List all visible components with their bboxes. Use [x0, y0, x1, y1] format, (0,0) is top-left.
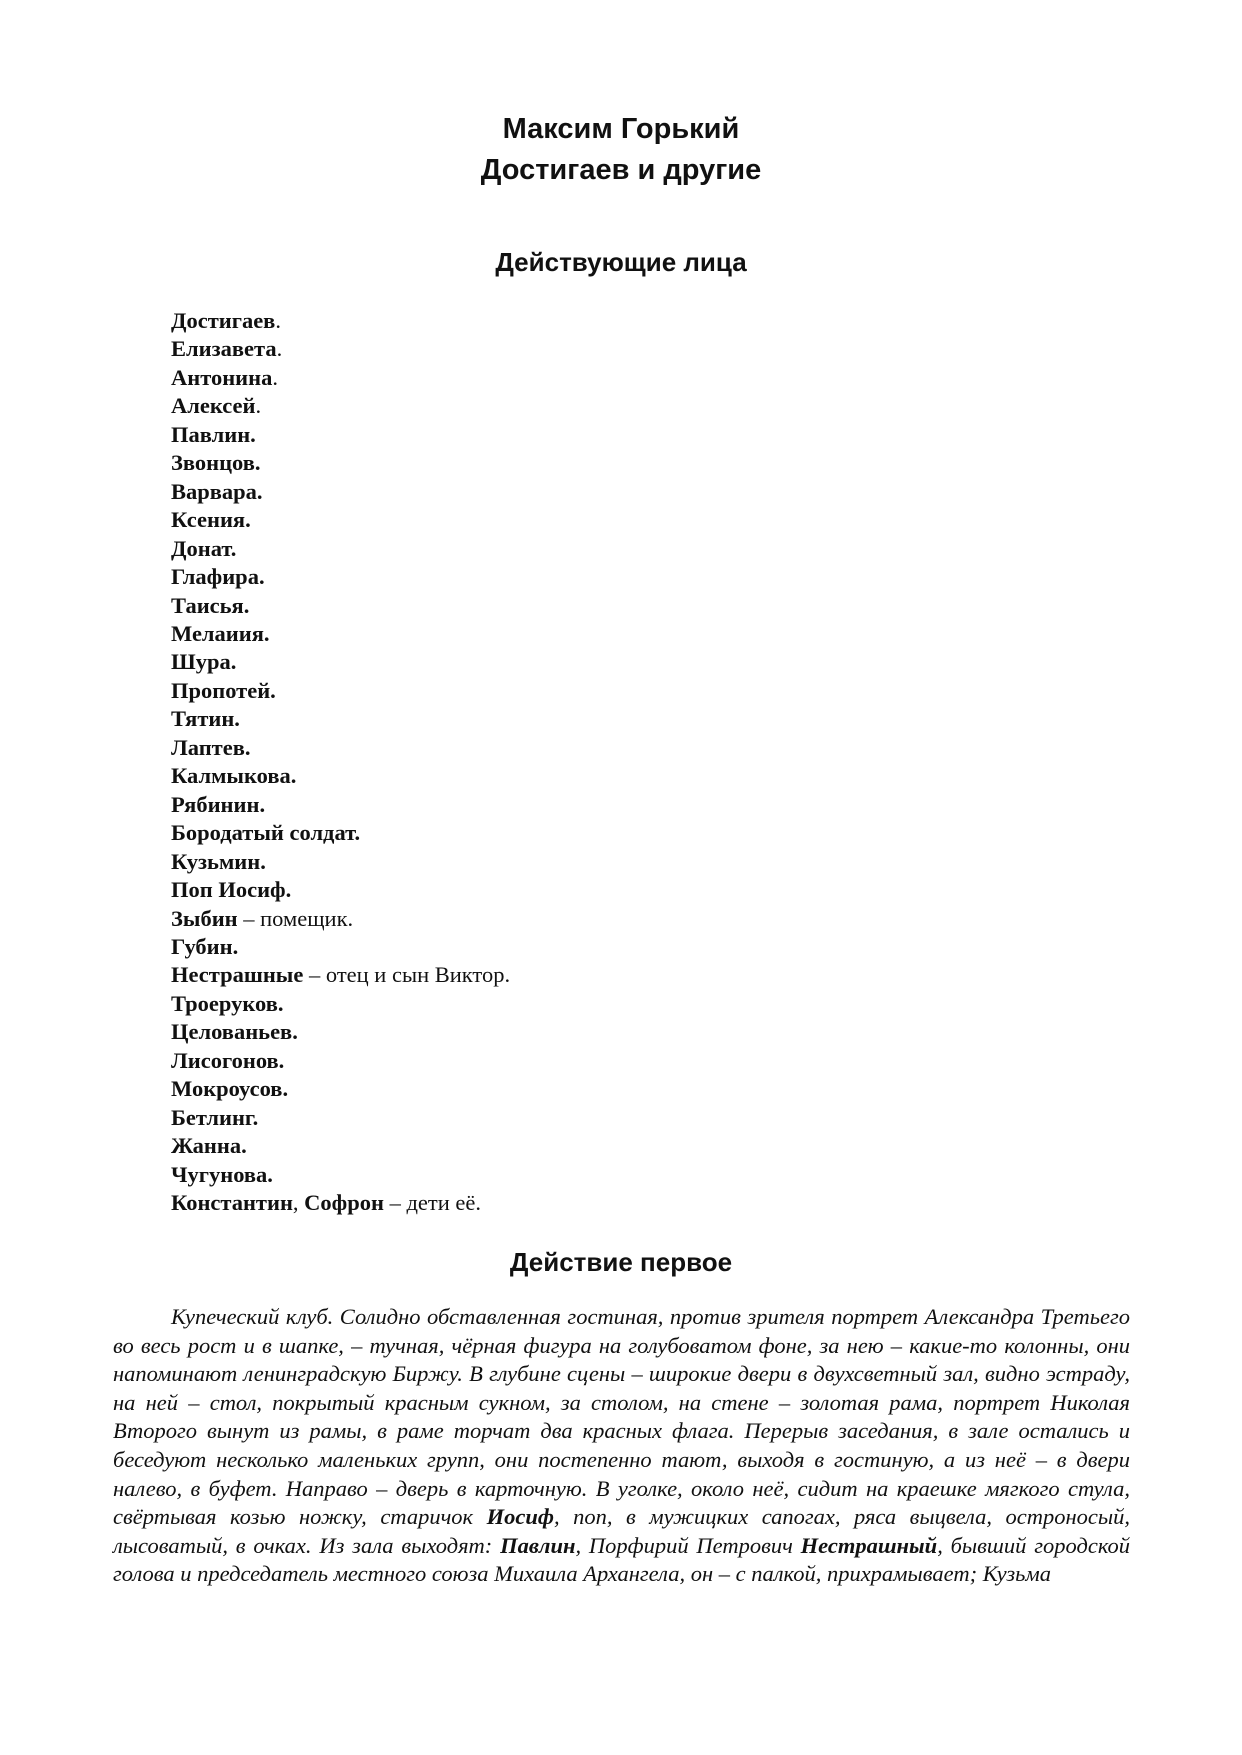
cast-name: Лисогонов. [171, 1047, 285, 1073]
cast-item [171, 1132, 510, 1160]
cast-name: Мокроусов. [171, 1076, 289, 1102]
cast-item [171, 364, 510, 392]
cast-item [171, 620, 510, 648]
author-name: Максим Горький [502, 113, 740, 145]
cast-item-last [171, 1189, 510, 1217]
cast-name: Глафира. [171, 564, 265, 590]
cast-name: Чугунова. [171, 1161, 273, 1187]
cast-item [171, 762, 510, 790]
cast-description: . [276, 336, 283, 362]
cast-name: Алексей [171, 393, 256, 419]
play-title: Достигаев и другие [480, 154, 762, 186]
character-name: Иосиф [486, 1504, 554, 1530]
cast-item [171, 791, 510, 819]
cast-description: – дети её. [383, 1190, 481, 1216]
cast-name: Калмыкова. [171, 763, 297, 789]
cast-heading: Действующие лица [495, 247, 747, 277]
cast-item [171, 734, 510, 762]
cast-name: Елизавета [171, 336, 277, 362]
cast-item [171, 677, 510, 705]
cast-name: Кузьмин. [171, 848, 266, 874]
stage-text: , поп, в мужицких сапогах, ряса выцвела, остроносый, лысоватый, в очках. Из зала выходят: [113, 1504, 1130, 1558]
cast-name: Варвара. [171, 478, 263, 504]
cast-name: Поп Иосиф. [171, 877, 292, 903]
cast-separator: , [292, 1190, 305, 1216]
cast-name: Целованьев. [171, 1019, 298, 1045]
cast-name: Шура. [171, 649, 237, 675]
cast-description: – отец и сын Виктор. [303, 962, 511, 988]
cast-item [171, 876, 510, 904]
cast-name: Ксения. [171, 507, 251, 533]
cast-item [171, 506, 510, 534]
cast-name: Павлин. [171, 421, 256, 447]
stage-text: , Порфирий Петрович [575, 1532, 801, 1558]
cast-item [171, 705, 510, 733]
cast-item [171, 563, 510, 591]
cast-name: Константин [171, 1190, 293, 1216]
cast-name: Зыбин [171, 905, 238, 931]
cast-item [171, 961, 510, 989]
cast-name: Таисья. [171, 592, 250, 618]
stage-text: , бывший городской голова и председатель местного союза Михаила Архангела, он – с палкой, прихрамывает; Кузьма [113, 1532, 1130, 1587]
cast-name: Тятин. [171, 706, 240, 732]
cast-name: Троеруков. [171, 990, 284, 1016]
cast-name: Жанна. [171, 1133, 247, 1159]
cast-name: Бородатый солдат. [171, 820, 361, 846]
cast-name: Софрон [304, 1190, 384, 1216]
cast-item [171, 848, 510, 876]
cast-item [171, 392, 510, 420]
cast-item [171, 933, 510, 961]
stage-text: Купеческий клуб. Солидно обставленная гостиная, против зрителя портрет Александра Третьего во весь рост и в шапке, – тучная, чёрная фигура на голубоватом фоне, за нею – какие-то колонны, они напоминают ленинградскую Биржу. В глубине сцены – широкие двери в двухсветный зал, видно эстраду, на ней – стол, покрытый красным сукном, за столом, на стене – золотая рама, портрет Николая Второго вынут из рамы, в раме торчат два красных флага. Перерыв заседания, в зале остались и беседуют несколько маленьких групп, они постепенно тают, выходя в гостиную, а из неё – в двери налево, в буфет. Направо – дверь в карточную. В уголке, около неё, сидит на краешке мягкого стула, свёртывая козью ножку, старичок [113, 1304, 1130, 1530]
cast-name: Звонцов. [171, 450, 261, 476]
cast-name: Нестрашные [171, 962, 304, 988]
cast-name: Мелаиия. [171, 620, 270, 646]
cast-item [171, 478, 510, 506]
cast-description: – помещик. [237, 905, 354, 931]
stage-direction [113, 1303, 1130, 1589]
cast-item [171, 1104, 510, 1132]
cast-item [171, 307, 510, 335]
cast-item [171, 1075, 510, 1103]
cast-name: Губин. [171, 933, 239, 959]
cast-description: . [275, 308, 281, 333]
cast-description: . [272, 364, 278, 390]
cast-item [171, 421, 510, 449]
act-heading: Действие первое [509, 1247, 733, 1277]
cast-name: Рябинин. [171, 791, 266, 817]
cast-name: Антонина [171, 364, 273, 390]
cast-item [171, 1018, 510, 1046]
cast-item [171, 819, 510, 847]
cast-name: Донат. [171, 535, 237, 561]
cast-name: Пропотей. [171, 677, 276, 703]
cast-item [171, 1047, 510, 1075]
cast-item [171, 535, 510, 563]
cast-item [171, 592, 510, 620]
cast-list [171, 307, 510, 1218]
cast-name: Достигаев [171, 308, 276, 333]
cast-item [171, 335, 510, 363]
cast-item [171, 648, 510, 676]
cast-name: Лаптев. [171, 734, 251, 760]
cast-item [171, 990, 510, 1018]
cast-item [171, 449, 510, 477]
character-name: Нестрашный [800, 1532, 938, 1558]
cast-name: Бетлинг. [171, 1104, 259, 1130]
cast-item [171, 1161, 510, 1189]
cast-description: . [255, 393, 262, 419]
cast-item [171, 905, 510, 933]
character-name: Павлин [500, 1532, 576, 1558]
